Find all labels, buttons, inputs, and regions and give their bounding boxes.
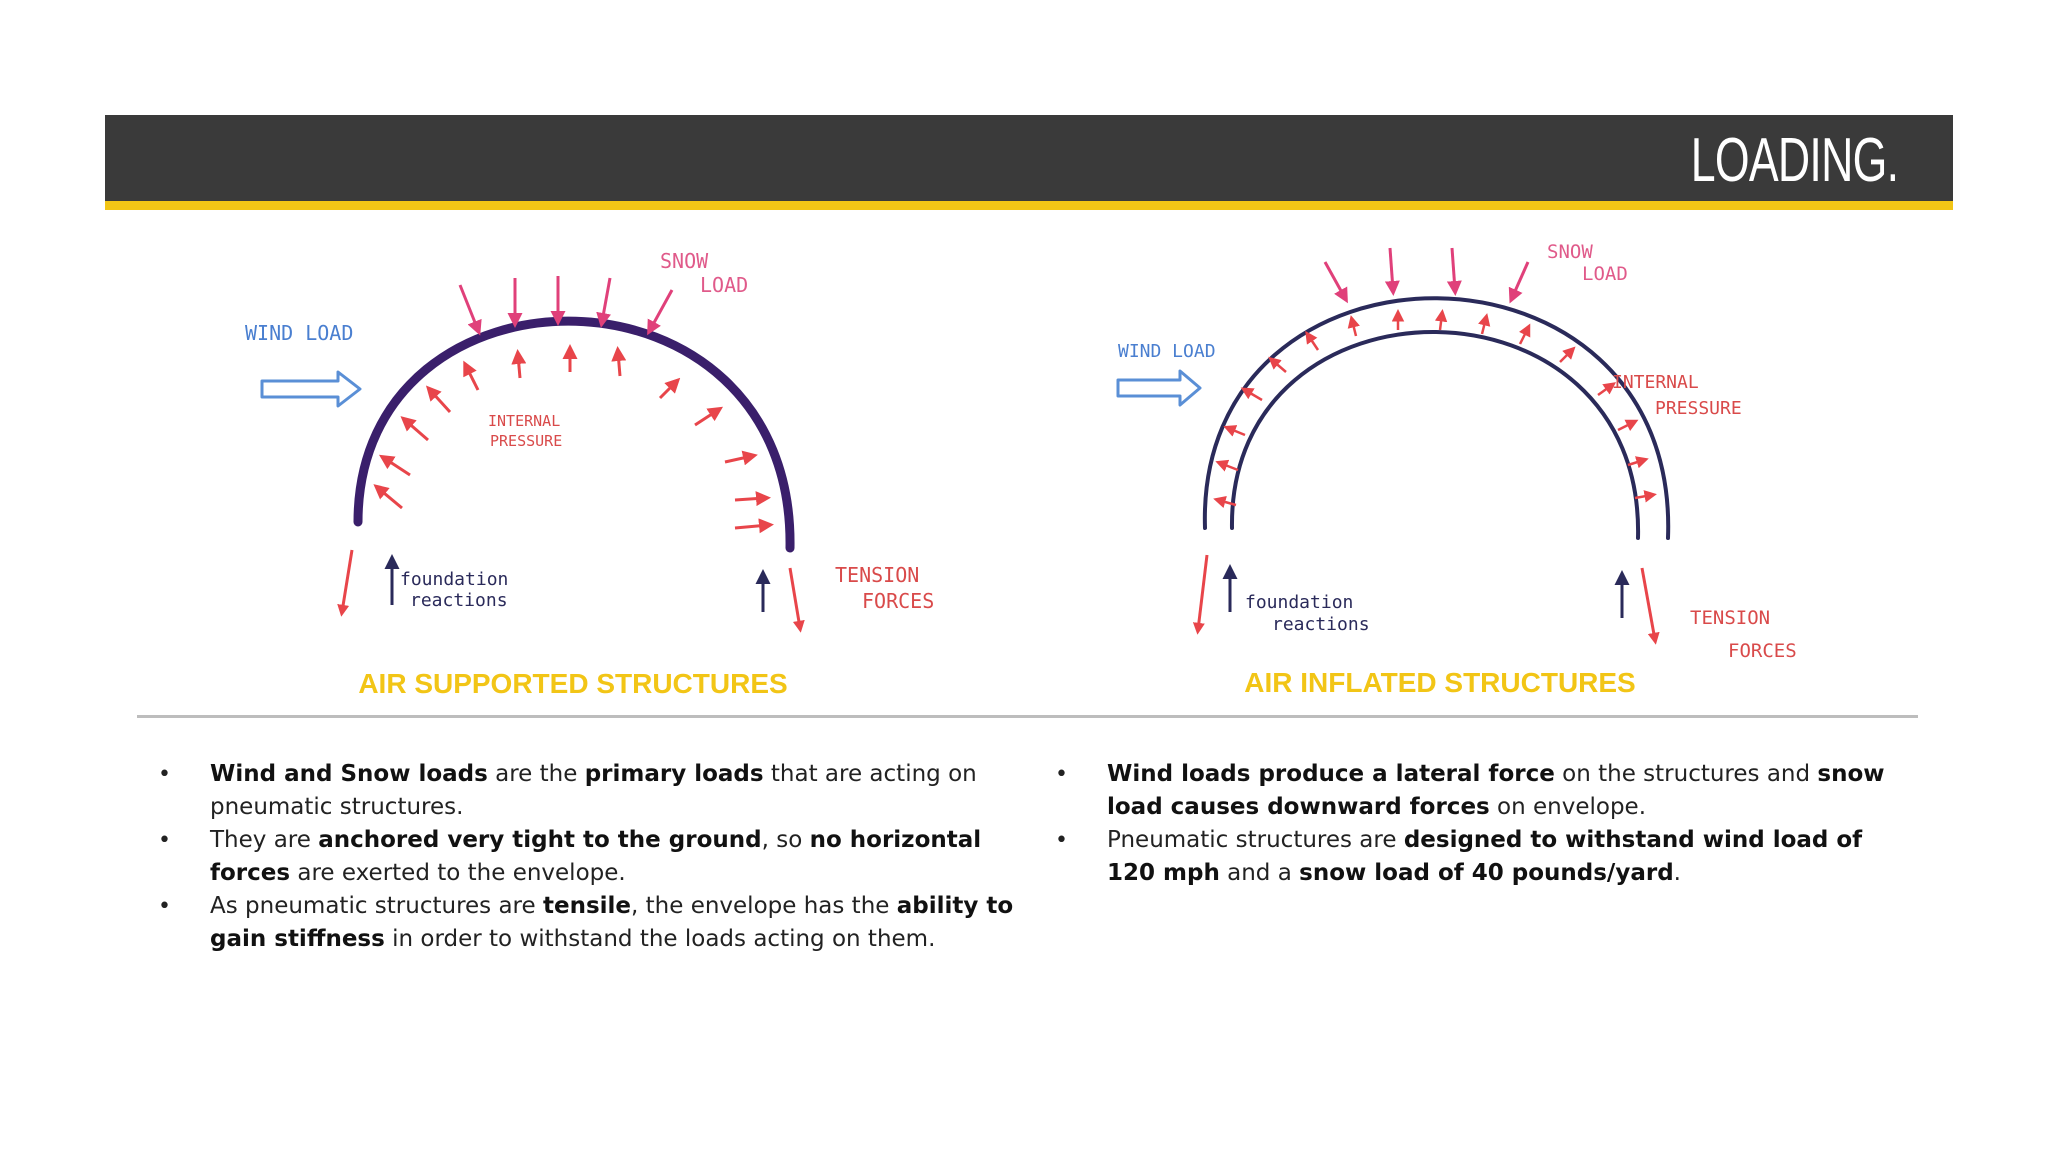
bold-text: no horizontal forces (210, 827, 982, 886)
internal-pressure-arrows (1218, 314, 1652, 505)
internal-label: INTERNAL (1612, 372, 1699, 393)
text: are the (487, 761, 585, 787)
bold-text: Wind loads produce a lateral force (1107, 761, 1555, 787)
snow-label: SNOW (1547, 241, 1593, 263)
foundation-label: foundation (400, 569, 509, 590)
bullet-item (158, 890, 1018, 956)
air-supported-diagram (245, 249, 934, 699)
bullet-item (1055, 824, 1915, 890)
page-title: LOADING. (1690, 126, 1898, 195)
bold-text: Wind and Snow loads (210, 761, 488, 787)
forces-label: FORCES (1728, 640, 1797, 662)
notes-left (158, 758, 1018, 956)
bold-text: primary loads (584, 761, 764, 787)
inner-membrane-arc (1232, 332, 1638, 538)
bullet-item (158, 758, 1018, 824)
wind-arrow (262, 372, 360, 406)
text: on the structures and (1554, 761, 1818, 787)
internal-pressure-arrows (378, 350, 768, 528)
notes-left-list (158, 758, 1018, 956)
text: They are (210, 827, 319, 853)
section-divider (137, 715, 1918, 718)
outer-membrane-arc (1205, 298, 1668, 538)
internal-label: INTERNAL (488, 412, 561, 430)
text: Pneumatic structures are (1107, 827, 1404, 853)
load-label: LOAD (700, 273, 749, 297)
reactions-label: reactions (410, 590, 508, 611)
tension-label: TENSION (1690, 607, 1771, 629)
text: As pneumatic structures are (210, 893, 543, 919)
text: . (1673, 860, 1681, 886)
pressure-label: PRESSURE (1655, 398, 1742, 419)
text: , so (761, 827, 810, 853)
bullet-item (158, 824, 1018, 890)
snow-label: SNOW (660, 249, 709, 273)
text: are exerted to the envelope. (290, 860, 626, 886)
bold-text: ability to gain stiffness (210, 893, 1014, 952)
notes-right-list (1055, 758, 1915, 890)
text: that are acting on pneumatic structures. (210, 761, 977, 820)
bold-text: tensile (542, 893, 632, 919)
pressure-label: PRESSURE (490, 432, 563, 450)
air-supported-caption: AIR SUPPORTED STRUCTURES (358, 668, 788, 699)
snow-load-arrows (1325, 248, 1528, 298)
bold-text: snow load causes downward forces (1107, 761, 1885, 820)
notes-right (1055, 758, 1915, 890)
wind-load-label: WIND LOAD (1118, 341, 1216, 362)
air-inflated-caption: AIR INFLATED STRUCTURES (1244, 667, 1636, 698)
bold-text: designed to withstand wind load of 120 mph (1107, 827, 1863, 886)
foundation-label: foundation (1245, 592, 1354, 613)
text: on envelope. (1489, 794, 1647, 820)
bullet-item (1055, 758, 1915, 824)
air-inflated-diagram (1118, 241, 1797, 698)
forces-label: FORCES (862, 589, 935, 613)
wind-load-label: WIND LOAD (245, 321, 354, 345)
bold-text: anchored very tight to the ground (318, 827, 762, 853)
text: and a (1219, 860, 1300, 886)
bold-text: snow load of 40 pounds/yard (1299, 860, 1674, 886)
reactions-label: reactions (1272, 614, 1370, 635)
text: , the envelope has the (631, 893, 897, 919)
load-label: LOAD (1582, 263, 1628, 285)
text: in order to withstand the loads acting on them. (384, 926, 936, 952)
tension-label: TENSION (835, 563, 920, 587)
wind-arrow (1118, 371, 1200, 405)
